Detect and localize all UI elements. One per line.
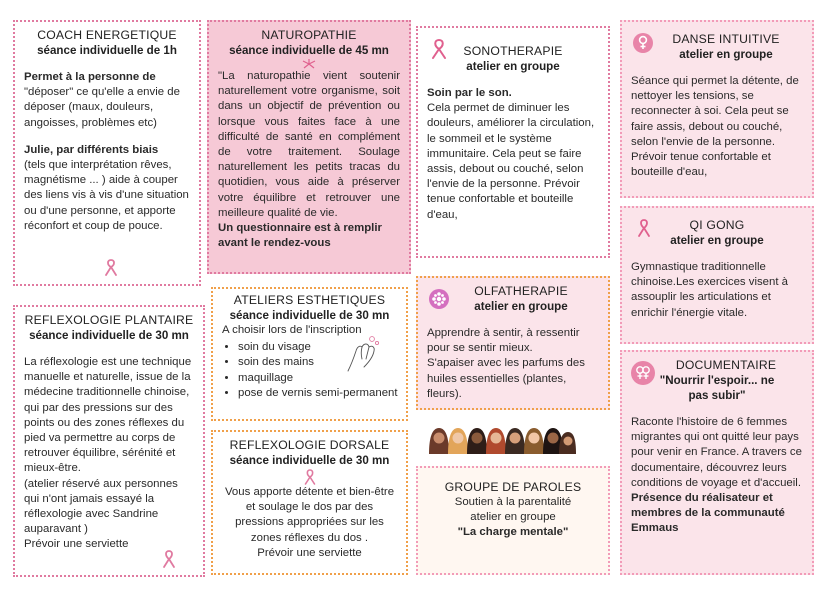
card-title: DANSE INTUITIVE xyxy=(672,32,780,46)
card-body: Apprendre à sentir, à ressentir pour se sentir mieux. xyxy=(427,327,580,355)
card-subtitle: séance individuelle de 30 mn xyxy=(29,329,189,342)
card-title: GROUPE DE PAROLES xyxy=(444,480,582,494)
card-body-2: S'apaiser avec les parfums des huiles essentielles (plantes, fleurs). xyxy=(427,357,585,400)
card-title: ATELIERS ESTHETIQUES xyxy=(233,293,386,307)
card-title: OLFATHERAPIE xyxy=(474,284,568,298)
card-olfatherapie xyxy=(416,276,610,410)
card-line-2: atelier en groupe xyxy=(470,511,556,524)
card-qigong xyxy=(620,206,814,344)
list-item: • soin du visage xyxy=(238,340,398,355)
ribbon-icon xyxy=(103,258,119,276)
card-documentaire xyxy=(620,350,814,575)
card-body-2: (atelier réservé aux personnes qui n'ont jamais essayé la réflexologie avec Sandrine auparavant ) xyxy=(24,477,178,536)
body-bold: Julie, par différents biais xyxy=(24,143,159,156)
card-title: REFLEXOLOGIE DORSALE xyxy=(229,438,390,452)
women-illustration xyxy=(426,424,576,454)
ribbon-icon xyxy=(636,218,652,238)
card-ateliers-esthetiques xyxy=(211,287,408,421)
card-subtitle: atelier en groupe xyxy=(466,60,560,73)
card-body: Gymnastique traditionnelle chinoise.Les exercices visent à assouplir les articulations et enrichir l'énergie vitale. xyxy=(631,261,789,319)
card-note: "La charge mentale" xyxy=(457,526,569,539)
card-body-2: Prévoir tenue confortable et bouteille d'eau, xyxy=(631,151,771,179)
card-title: QI GONG xyxy=(689,218,745,232)
hand-icon xyxy=(342,333,382,375)
ribbon-icon xyxy=(430,38,448,60)
card-body: Cela permet de diminuer les douleurs, améliorer la circulation, le sommeil et le système immunitaire. Cela peut se faire assis, debout ou couché, selon l'envie de la personne. Prévoir tenue confortable et bouteille d'eau, xyxy=(427,102,595,221)
card-lead: Soin par le son. xyxy=(427,87,512,99)
card-body: Vous apporte détente et bien-être et soulage le dos par des pressions appropriées sur les zones réflexes du dos . xyxy=(224,486,395,544)
card-groupe-paroles xyxy=(416,466,610,575)
venus-icon xyxy=(632,32,654,54)
card-subtitle: séance individuelle de 1h xyxy=(37,44,177,57)
card-coach xyxy=(13,20,201,286)
card-note: Présence du réalisateur et membres de la communauté Emmaus xyxy=(631,492,785,535)
card-subtitle: atelier en groupe xyxy=(474,300,568,313)
list-item: • pose de vernis semi-permanent xyxy=(238,386,398,401)
card-subtitle: atelier en groupe xyxy=(679,48,773,61)
card-body-2 xyxy=(24,143,190,234)
card-reflexologie-plantaire xyxy=(13,305,205,577)
women-symbols-icon xyxy=(630,360,656,386)
card-subtitle: séance individuelle de 45 mn xyxy=(229,44,389,57)
card-body: "La naturopathie vient soutenir naturellement votre organisme, soit dans un objectif de prévention ou lorsque vous faites face à une difficulté de santé en complément de votre traitement. Soulage naturellement les petits tracas du quotidien, vous aide à préserver votre équilibre et retrouver une meilleure qualité de vie. xyxy=(218,70,400,219)
body-text: "déposer" ce qu'elle a envie de déposer (maux, douleurs, angoisses, problèmes etc) xyxy=(24,86,180,129)
card-subtitle: séance individuelle de 30 mn xyxy=(229,454,390,467)
card-subtitle: atelier en groupe xyxy=(670,234,764,247)
list-item: • maquillage xyxy=(238,371,398,386)
card-title: COACH ENERGETIQUE xyxy=(37,28,177,42)
card-body xyxy=(24,70,190,131)
card-note: Un questionnaire est à remplir avant le rendez-vous xyxy=(218,222,382,250)
card-danse xyxy=(620,20,814,198)
card-body: La réflexologie est une technique manuelle et naturelle, issue de la médecine traditionnelle chinoise, qui par des pressions sur des points ou des zones réflexes du pied va permettre au corps de retrouver équilibre, sérénité et mieux-être. xyxy=(24,356,192,475)
card-line-1: Soutien à la parentalité xyxy=(454,496,572,508)
list-item: • soin des mains xyxy=(238,355,398,370)
card-body-2: Prévoir une serviette xyxy=(257,546,362,559)
ribbon-icon xyxy=(303,469,317,485)
ribbon-icon xyxy=(161,549,177,569)
card-subtitle: séance individuelle de 30 mn xyxy=(229,309,390,322)
card-subtitle: "Nourrir l'espoir... ne pas subir" xyxy=(659,374,775,402)
card-body-3: Prévoir une serviette xyxy=(24,538,129,551)
body-bold: Permet à la personne de xyxy=(24,71,156,83)
body-text: (tels que interprétation rêves, magnétisme ... ) aide à couper des liens vis à vis d'une situation ou d'une personne, et apporte réconfort et coup de pouce. xyxy=(24,159,189,232)
card-reflexologie-dorsale xyxy=(211,430,408,575)
card-body: Raconte l'histoire de 6 femmes migrantes qui ont quitté leur pays pour venir en France. A travers ce documentaire, découvrez leurs conditions de voyage et d'accueil. xyxy=(631,416,802,489)
card-title: DOCUMENTAIRE xyxy=(675,358,777,372)
card-title: NATUROPATHIE xyxy=(261,28,357,42)
card-naturopathie xyxy=(207,20,411,274)
flower-icon xyxy=(302,59,316,69)
card-title: SONOTHERAPIE xyxy=(463,44,563,58)
card-sonotherapie xyxy=(416,26,610,258)
lotus-icon xyxy=(428,288,450,310)
card-intro: A choisir lors de l'inscription xyxy=(222,324,362,336)
card-title: REFLEXOLOGIE PLANTAIRE xyxy=(24,313,194,327)
card-body: Séance qui permet la détente, de nettoyer les tensions, se reconnecter à soi. Cela peut se faire assis, debout ou couché, selon l'envie de la personne. xyxy=(631,75,799,148)
